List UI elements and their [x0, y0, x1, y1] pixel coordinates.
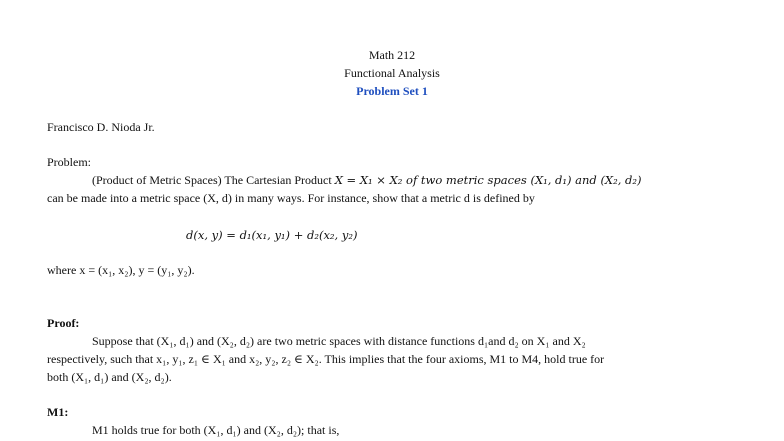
problem-line-1-text: (Product of Metric Spaces) The Cartesian Product — [92, 173, 335, 187]
m1-heading: M1: — [47, 405, 69, 419]
course-subject: Functional Analysis — [344, 66, 440, 80]
problem-heading: Problem: — [47, 155, 91, 169]
problem-line-2: can be made into a metric space (X, d) in many ways. For instance, show that a metric d is defined by — [47, 191, 535, 205]
where-clause: where x = (x₁, x₂), y = (y₁, y₂). — [47, 263, 195, 277]
course-code: Math 212 — [368, 48, 416, 62]
proof-line-1: Suppose that (X₁, d₁) and (X₂, d₂) are two metric spaces with distance functions d₁and d₂ on X₁ and X₂ — [92, 334, 586, 348]
problem-set-title: Problem Set 1 — [356, 84, 428, 98]
m1-line-1: M1 holds true for both (X₁, d₁) and (X₂, d₂); that is, — [92, 423, 340, 437]
proof-line-3: both (X₁, d₁) and (X₂, d₂). — [47, 370, 172, 384]
proof-heading: Proof: — [47, 316, 80, 330]
author-name: Francisco D. Nioda Jr. — [47, 120, 155, 134]
problem-line-1 — [92, 173, 642, 188]
problem-line-1-math: X = X₁ × X₂ of two metric spaces (X₁, d₁) and (X₂, d₂) — [334, 173, 642, 187]
metric-equation: d(x, y) = d₁(x₁, y₁) + d₂(x₂, y₂) — [186, 228, 358, 242]
proof-line-2: respectively, such that x₁, y₁, z₁ ∈ X₁ and x₂, y₂, z₂ ∈ X₂. This implies that the four axioms, M1 to M4, hold true for — [47, 352, 605, 366]
